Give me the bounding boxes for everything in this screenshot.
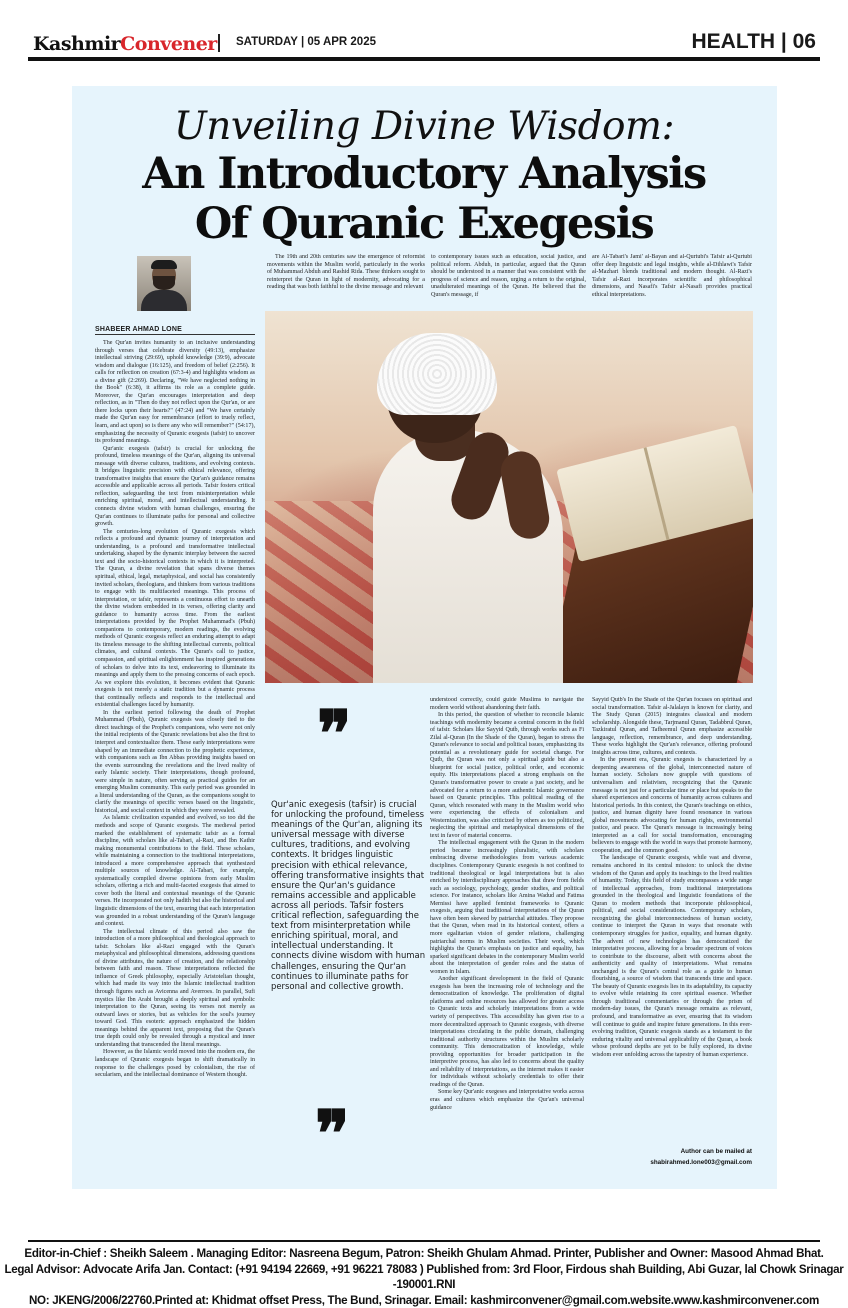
paragraph: In the present era, Quranic exegesis is characterized by a deepening awareness of the global, interconnected nature of human society. Scholars now grapple with questions of universalism and relativism, recognizing that the Quranic message is not just for a particular time or place but speaks to the shared experiences and concerns of humanity across cultures and historical periods. In this context, the Quran's teachings on ethics, justice, and human dignity have found resonance in various global movements advocating for human rights, environmental justice, and peace. The Quran's message is increasingly being interpreted as a call for social transformation, encouraging believers to engage with the world in ways that promote harmony, cooperation, and the common good. <box>592 757 752 854</box>
author-photo <box>137 256 191 311</box>
headline-line-1: An Introductory Analysis <box>142 149 706 199</box>
article-kicker: Unveiling Divine Wisdom: <box>173 104 675 149</box>
paragraph: However, as the Islamic world moved into the modern era, the landscape of Quranic exegesis began to shift dramatically in response to the challenges posed by colonialism, the rise of secularism, and the intellectual dominance of Western thought. <box>95 1049 255 1079</box>
footer-rule <box>28 1240 820 1242</box>
section-page-label: HEALTH | 06 <box>691 30 816 53</box>
paragraph: The intellectual climate of this period also saw the introduction of a more philosophical and theological approach to tafsir. Scholars like al-Razi engaged with the Quran's metaphysical and philosophical dimensions, addressing questions of divine attributes, the nature of creation, and the relationship between faith and reason. These interpretations reflected the influence of Greek philosophy, especially Aristotelian thought, which had made its way into the Islamic intellectual tradition through figures such as Avicenna and Averroes. In parallel, Sufi mystics like Ibn Arabi brought a deeply spiritual and symbolic interpretation to the Quran, seeing its verses not merely as outward laws or stories, but as vehicles for the soul's journey toward God. This esoteric approach emphasized the hidden meanings behind the apparent text, proposing that the Quran's true depth could only be revealed through a mystical and inner understanding that transcended the literal meanings. <box>95 928 255 1048</box>
masthead-divider <box>218 34 220 52</box>
author-byline: SHABEER AHMAD LONE <box>95 326 182 333</box>
article-column-3-top <box>431 254 586 304</box>
masthead-rule <box>28 57 820 61</box>
imprint-line-1: Editor-in-Chief : Sheikh Saleem . Managing Editor: Nasreena Begum, Patron: Sheikh Ghulam Ahmad. Printer, Publisher and Owner: Masood Ahmad Bhat. <box>24 1247 824 1260</box>
quote-open-icon: ❞ <box>317 697 352 772</box>
logo-convener: Convener <box>120 33 217 55</box>
paragraph: In the earliest period following the death of Prophet Muhammad (Pbuh), Quranic exegesis was closely tied to the direct teachings of the Prophet's companions, who were not only the initial recipients of the Quranic revelations but also the first to interpret and contextualize them. These early interpretations were shaped by an immediate connection to the prophetic experience, with companions such as Ibn Abbas providing insights based on the events surrounding the revelations and the lived reality of early Islamic society. Their interpretations, though profound, were simple in nature, often serving as practical guides for an emerging Muslim community. This early period was grounded in a literal understanding of the Quran, as the companions sought to clarify the meanings of specific verses based on the linguistic, historical, and social context in which they were revealed. <box>95 709 255 814</box>
article-column-4-top <box>592 254 752 304</box>
newspaper-logo[interactable] <box>33 33 217 55</box>
paragraph: As Islamic civilization expanded and evolved, so too did the methods and scope of Quranic exegesis. The medieval period marked the establishment of systematic tafsir as a formal discipline, with scholars like al-Tabari, al-Razi, and Ibn Kathir making monumental contributions to the field. These scholars, while maintaining a connection to the traditional interpretations, introduced a more comprehensive approach that synthesized multiple sources of knowledge. Al-Tabari, for example, systematically compiled diverse opinions from early Muslim scholars, offering a rich and multi-faceted exegesis that aimed to cover both the literal and contextual meanings of the Quranic verses. He incorporated not only hadith but also the historical and linguistic dimensions of the text, ensuring that each interpretation was grounded in a robust understanding of the Quran's language and context. <box>95 815 255 928</box>
paragraph: Another significant development in the field of Quranic exegesis has been the increasing role of technology and the democratization of knowledge. The proliferation of digital platforms and online resources has allowed for greater access to Quranic texts and scholarly interpretations from a wide variety of perspectives. This accessibility has given rise to a more decentralized approach to Quranic exegesis, with diverse interpretations circulating in the public domain, challenging traditional authority structures within the Muslim scholarly community. This democratization of knowledge, while providing opportunities for broader participation in the interpretive process, has also led to concerns about the quality and reliability of interpretations, as the internet makes it easier for individuals without scholarly credentials to offer their readings of the Quran. <box>430 976 584 1088</box>
paragraph: understood correctly, could guide Muslims to navigate the modern world without abandoning their faith. <box>430 697 584 711</box>
article-column-2-top <box>267 254 425 304</box>
byline-rule <box>95 334 255 335</box>
pull-quote-text: Qur'anic exegesis (tafsir) is crucial for unlocking the profound, timeless meanings of the Qur'an, aligning its universal message with diverse cultures, traditions, and evolving contexts. It bridges linguistic precision with ethical relevance, offering transformative insights that ensure the Qur'an's guidance remains accessible and applicable across all periods. Tafsir fosters critical reflection, safeguarding the text from misinterpretation while enriching spiritual, moral, and intellectual understanding. It connects divine wisdom with human challenges, ensuring the Qur'an continues to illuminate paths for personal and collective growth. <box>271 799 426 991</box>
imprint-line-3: NO: JKENG/2006/22760.Printed at: Khidmat offset Press, The Bund, Srinagar. Email: kashmirconvener@gmail.com.website.www.kashmirconvener.com <box>28 1293 820 1307</box>
masthead <box>0 0 848 66</box>
imprint-footer <box>0 1246 848 1308</box>
issue-date: SATURDAY | 05 APR 2025 <box>236 36 376 48</box>
article-column-1 <box>95 340 255 1190</box>
logo-kashmir: Kashmir <box>33 33 121 55</box>
paragraph: The centuries-long evolution of Quranic exegesis which reflects a profound and dynamic journey of interpretation and understanding, is a profound and transformative intellectual undertaking, shaped by the dynamic interplay between the sacred text and the socio-historical contexts in which it is interpreted. The Quran, a divine revelation that spans diverse themes spiritual, ethical, legal, metaphysical, and social has consistently invited scholars, theologians, and thinkers from various traditions to engage with its multifaceted meanings. This process of interpretation, or tafsir, represents a continuous effort to unearth the divine wisdom embedded in its verses, offering clarity and guidance to humanity across time. From the earliest interpretations provided by the Prophet Muhammad's (Pbuh) companions to contemporary, modern readings, the evolving methods of Quranic exegesis reflect an enduring attempt to adapt its timeless message to the shifting intellectual currents, political climates, and cultural contexts. The Quran's call to justice, compassion, and spiritual enlightenment has inspired generations of scholars to delve into its text, endeavoring to illuminate its meanings and apply them to the pressing concerns of each epoch. As we explore this evolution, it becomes evident that Quranic exegesis is not merely a static tradition but a dynamic process that continually reflects and responds to the intellectual and existential challenges faced by humanity. <box>95 528 255 709</box>
author-email-link[interactable]: shabirahmed.lone003@gmail.com <box>650 1159 752 1166</box>
pull-quote <box>267 697 426 1172</box>
quote-close-icon: ❞ <box>315 1097 350 1172</box>
article-photo-man-praying <box>265 311 753 683</box>
paragraph: are Al-Tabari's Jami' al-Bayan and al-Qurtubi's Tafsir al-Qurtubi offer deep linguistic and legal insights, while al-Dihlawi's Tafsir al-Mazhari blends traditional and modern thought. Al-Razi's Tafsir al-Razi incorporates scientific and philosophical dimensions, and Nasafi's Tafsir al-Nasafi provides practical ethical interpretations. <box>592 254 752 298</box>
paragraph: The intellectual engagement with the Quran in the modern period became increasingly pluralistic, with scholars embracing diverse methodologies from various academic disciplines. Contemporary Quranic exegesis is not confined to traditional theological or legal interpretations but is also enriched by interdisciplinary approaches that draw from fields such as sociology, psychology, gender studies, and political science. For instance, scholars like Amina Wadud and Fatima Mernissi have applied feminist frameworks to Quranic exegesis, arguing that traditional interpretations of the Quran have often been skewed by patriarchal attitudes. They propose that the Quran, when read in its historical context, offers a more egalitarian vision of gender relations, challenging patriarchal norms in Muslim societies. Their work, which highlights the Quran's emphasis on justice and equality, has sparked significant debates in the contemporary Muslim world about the interpretation of gender roles and the status of women in Islam. <box>430 840 584 975</box>
paragraph: Qur'anic exegesis (tafsir) is crucial for unlocking the profound, timeless meanings of the Qur'an, aligning its universal message with diverse cultures, traditions, and evolving contexts. It bridges linguistic precision with ethical relevance, offering transformative insights that ensure the Qur'an's guidance remains accessible and applicable across all periods. Tafsir fosters critical reflection, safeguarding the text from misinterpretation while enriching spiritual, moral, and intellectual understanding. It connects divine wisdom with human challenges, ensuring the Qur'an continues to illuminate paths for personal and collective growth. <box>95 445 255 528</box>
paragraph: to contemporary issues such as education, social justice, and political reform. Abduh, in particular, argued that the Quran should be understood in a manner that was consistent with the progress of science and reason, urging a return to the original, unadulterated meanings of the Quran. He believed that the Quran's message, if <box>431 254 586 298</box>
author-contact-label: Author can be mailed at <box>680 1148 752 1155</box>
imprint-line-2: Legal Advisor: Advocate Arifa Jan. Contact: (+91 94194 22669, +91 96221 78083 ) Published from: 3rd Floor, Firdous shah Building, Abi Guzar, lal Chowk Srinagar -190001.RNI <box>4 1262 844 1291</box>
headline-line-2: Of Quranic Exegesis <box>194 199 654 249</box>
paragraph: Some key Qur'anic exegeses and interpretative works across eras and cultures which emphasize the Qur'an's universal guidance <box>430 1089 584 1111</box>
article-column-4 <box>592 697 752 1145</box>
paragraph: Sayyid Qutb's In the Shade of the Qur'an focuses on spiritual and social transformation. Tafsir al-Jalalayn is known for clarity, and The Study Quran (2015) integrates classical and modern scholarship. Alongside these, Tarjmanul Quran, Tadabbrul Quran, Tazkiratul Quran, and Tafheemul Quran emphasize accessible language, reflection, remembrance, and deep understanding. These works highlight the Qur'an's relevance, offering profound insights across time, cultures, and contexts. <box>592 697 752 756</box>
paragraph: In this period, the question of whether to reconcile Islamic teachings with modernity became a central concern in the field of tafsir. Scholars like Sayyid Qutb, through works such as Fi Zilal al-Quran (In the Shade of the Quran), began to stress the Quran's relevance to social and political issues, emphasizing its potential as a revolutionary guide for societal change. For Qutb, the Quran was not only a spiritual guide but also a blueprint for social justice, political order, and economic equity. His interpretations placed a strong emphasis on the Quran's transformative power to create a just society, and he advocated for a return to a more authentic Islamic governance based on Quranic principles. This political reading of the Quran, which resonated with many in the Muslim world who were experiencing the effects of colonialism and Westernization, was also criticized by others as too politicized, neglecting the spiritual and metaphysical dimensions of the text in favor of material concerns. <box>430 712 584 839</box>
paragraph: The 19th and 20th centuries saw the emergence of reformist movements within the Muslim world, particularly in the works of Muhammad Abduh and Rashid Rida. These thinkers sought to reinterpret the Quran in light of modernity, advocating for a reading that was both faithful to the divine message and relevant <box>267 254 425 291</box>
paragraph: The landscape of Quranic exegesis, while vast and diverse, remains anchored in its central mission: to unlock the divine wisdom of the Quran and apply its teachings to the lived realities of humanity. Today, this field of study encompasses a wide range of intellectual approaches, from traditional interpretations grounded in the theological and linguistic foundations of the Quran to modern methods that incorporate philosophical, political, and social considerations. Contemporary scholars, recognizing the global interconnectedness of human society, continue to interpret the Quran in ways that resonate with contemporary struggles for justice, equality, and human dignity. The advent of new technologies has democratized the interpretative process, allowing for a broader spectrum of voices to contribute to the discourse, albeit with concerns about the authenticity and quality of interpretations. What remains unchanged is the Quran's central role as a guide to human flourishing, a source of wisdom that transcends time and space. The beauty of Quranic exegesis lies in its adaptability, its capacity to evolve while retaining its core spiritual essence. Whether through traditional commentaries or through the prism of modern-day issues, the Quran's message remains as relevant, profound, and transformative as ever, ensuring that its wisdom will continue to guide and inspire future generations. In this ever-evolving tradition, Quranic exegesis stands as a testament to the enduring vitality and universal applicability of the Quran, a book whose profound depths are yet to be fully explored, its divine wisdom ever unfolding across the tapestry of human experience. <box>592 855 752 1058</box>
article-column-3 <box>430 697 584 1190</box>
paragraph: The Qur'an invites humanity to an inclusive understanding through verses that celebrate diversity (49:13), emphasize intellectual striving (29:69), uphold knowledge (39:9), advocate wisdom and dialogue (16:125), and freedom of belief (2:256). It calls for reflection on creation (67:3-4) and highlights wisdom as a divine gift (2:269). Declaring, "We have neglected nothing in the Book" (6:38), it affirms its role as a complete guide. Moreover, the Qur'an encourages interpretation and deep reflection, as in "Then do they not reflect upon the Qur'an, or are there locks upon their hearts?" (47:24) and "We have certainly made the Qur'an easy for remembrance (effort to truely reflect, learn, and act upon) so is there any who will remember?" (54:17), emphasizing the necessity of Quranic exegesis (tafsir) to uncover its profound meanings. <box>95 340 255 445</box>
